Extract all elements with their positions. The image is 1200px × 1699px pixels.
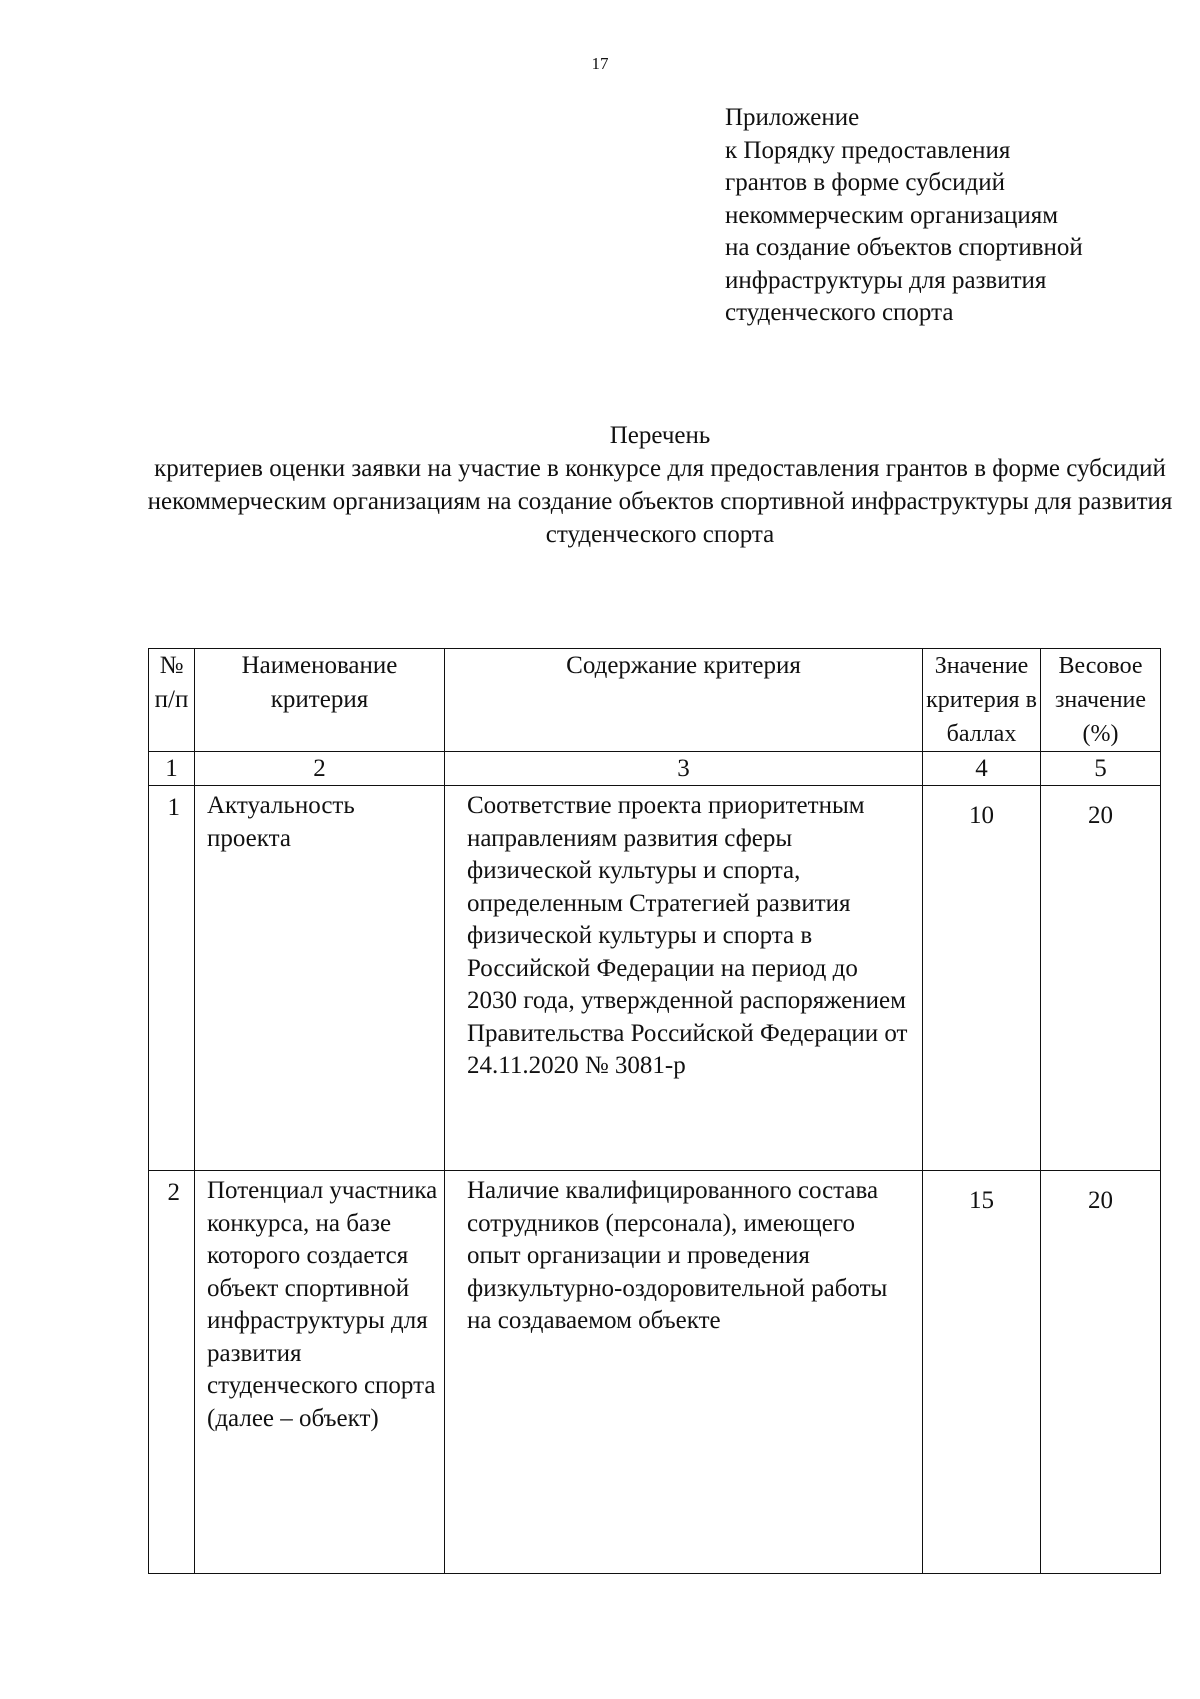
appendix-line: Приложение <box>725 104 860 131</box>
criterion-content: Соответствие проекта приоритетным направлениям развития сферы физической культуры и спорта, определенным Стратегией развития физической культуры и спорта в Российской Федерации на период до 2030 года, утвержденной распоряжением Правительства Российской Федерации от 24.11.2020 № 3081-р <box>445 786 923 1171</box>
criterion-weight: 20 <box>1041 1171 1161 1574</box>
criterion-weight: 20 <box>1041 786 1161 1171</box>
appendix-line: к Порядку предоставления <box>725 136 1011 164</box>
criteria-table <box>148 648 1161 1574</box>
row-number: 1 <box>149 786 195 1171</box>
column-number-row <box>149 752 1161 786</box>
list-title: Перечень <box>609 422 711 449</box>
table-row <box>149 1171 1161 1574</box>
header-weight: Весовое значение (%) <box>1041 649 1161 752</box>
appendix-line: некоммерческим организациям <box>725 201 1059 229</box>
page-number: 17 <box>591 54 609 73</box>
column-number: 3 <box>445 752 923 786</box>
appendix-line: инфраструктуры для развития <box>725 266 1047 294</box>
column-number: 4 <box>923 752 1041 786</box>
table-row <box>149 786 1161 1171</box>
criterion-name: Актуальность проекта <box>195 786 445 1171</box>
appendix-line: студенческого спорта <box>725 299 954 326</box>
header-score: Значение критерия в баллах <box>923 649 1041 752</box>
criterion-name: Потенциал участника конкурса, на базе которого создается объект спортивной инфраструктуры для развития студенческого спорта (далее – объект) <box>195 1171 445 1574</box>
column-number: 2 <box>195 752 445 786</box>
criterion-score: 10 <box>923 786 1041 1171</box>
appendix-line: грантов в форме субсидий <box>725 169 1006 196</box>
column-number: 5 <box>1041 752 1161 786</box>
criterion-score: 15 <box>923 1171 1041 1574</box>
header-num: № п/п <box>149 649 195 752</box>
column-number: 1 <box>149 752 195 786</box>
appendix-header <box>725 102 1083 330</box>
table-header-row <box>149 649 1161 752</box>
list-subtitle: критериев оценки заявки на участие в конкурсе для предоставления грантов в форме субсидий некоммерческим организациям на создание объектов спортивной инфраструктуры для развития студенческого спорта <box>147 455 1173 548</box>
criterion-content: Наличие квалифицированного состава сотрудников (персонала), имеющего опыт организации и проведения физкультурно-оздоровительной работы на создаваемом объекте <box>445 1171 923 1574</box>
header-content: Содержание критерия <box>445 649 923 752</box>
header-name: Наименование критерия <box>195 649 445 752</box>
appendix-line: на создание объектов спортивной <box>725 234 1083 261</box>
row-number: 2 <box>149 1171 195 1574</box>
